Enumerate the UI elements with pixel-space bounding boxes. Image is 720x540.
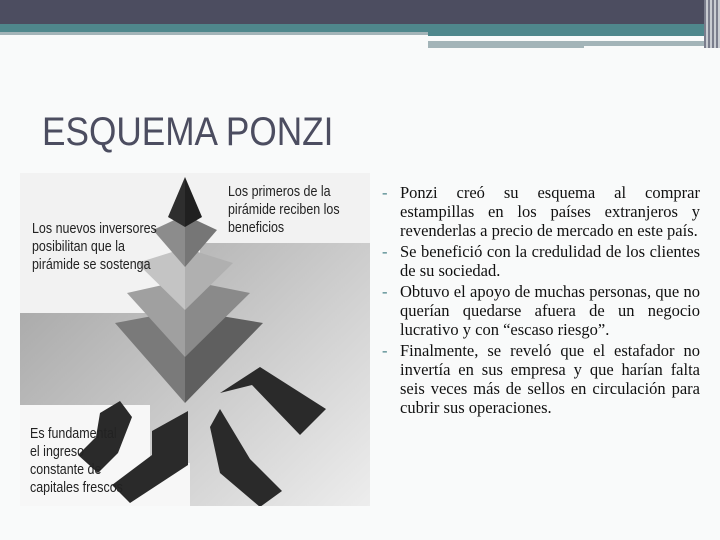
bullet-text: Se benefició con la credulidad de los clientes de su sociedad. bbox=[400, 242, 700, 280]
header-bar bbox=[0, 0, 720, 24]
accent-stripe bbox=[428, 32, 708, 36]
accent-stripe bbox=[0, 32, 428, 35]
bullet-item bbox=[380, 341, 700, 417]
bullet-text: Ponzi creó su esquema al comprar estampillas en los países extranjeros y revenderlas a precio de mercado en este país. bbox=[400, 183, 700, 240]
slide-title: ESQUEMA PONZI bbox=[42, 110, 334, 154]
decorative-stripes bbox=[704, 0, 720, 48]
bullet-item bbox=[380, 242, 700, 280]
label-bottom: Es fundamental el ingreso constante de capitales frescos bbox=[30, 426, 123, 496]
label-left: Los nuevos inversores posibilitan que la pirámide se sostenga bbox=[32, 221, 157, 273]
accent-stripe bbox=[584, 41, 710, 46]
bullet-marker: - bbox=[382, 341, 388, 360]
accent-stripe bbox=[428, 41, 584, 48]
pyramid-figure bbox=[20, 173, 370, 506]
bullet-marker: - bbox=[382, 282, 388, 301]
bullet-marker: - bbox=[382, 242, 388, 261]
bullet-text: Obtuvo el apoyo de muchas personas, que no querían quedarse afuera de un negocio lucrativo y con “escaso riesgo”. bbox=[400, 282, 700, 339]
bullet-marker: - bbox=[382, 183, 388, 202]
bullet-item bbox=[380, 183, 700, 240]
label-top-right: Los primeros de la pirámide reciben los beneficios bbox=[228, 184, 340, 236]
bullet-text: Finalmente, se reveló que el estafador no invertía en sus empresa y que harían falta seis veces más de sellos en circulación para cubrir sus operaciones. bbox=[400, 341, 700, 417]
bullet-item bbox=[380, 282, 700, 339]
bullet-list bbox=[380, 183, 700, 419]
accent-stripe bbox=[0, 24, 720, 32]
